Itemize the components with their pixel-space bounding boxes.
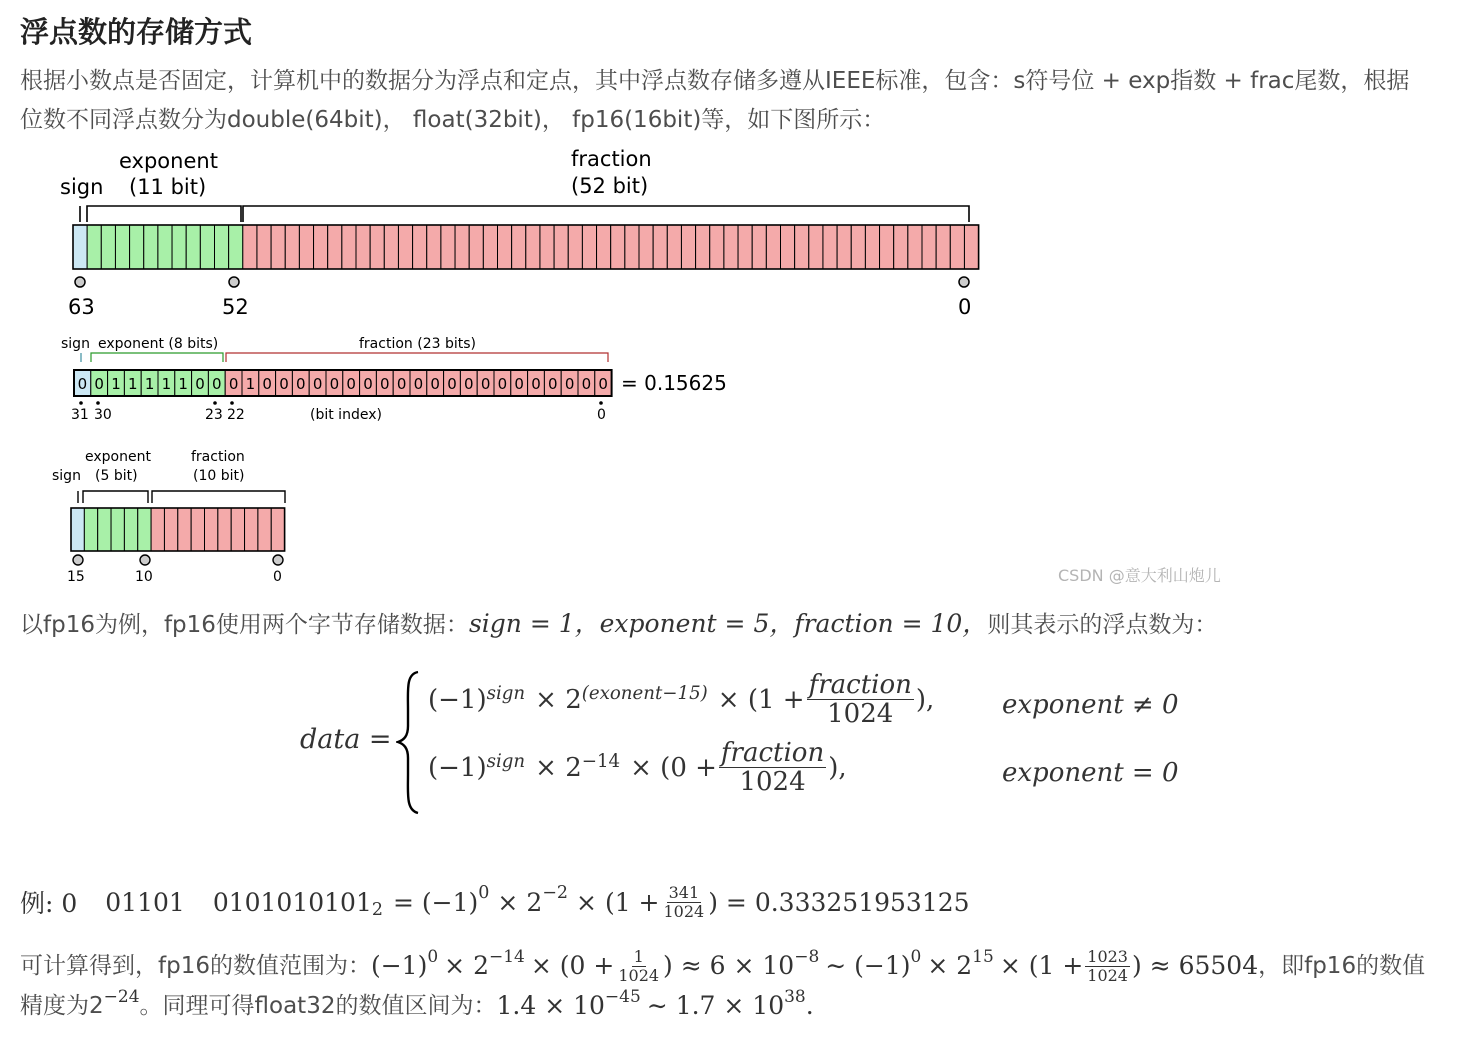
fraction-bit-cell <box>880 225 894 269</box>
fraction-bit-cell <box>271 508 284 551</box>
bit-value: 0 <box>329 375 340 393</box>
fraction-bit-cell <box>257 225 271 269</box>
d32-marker-30 <box>96 401 100 405</box>
fraction-bit-cell <box>455 225 469 269</box>
bit-value: 0 <box>312 375 323 393</box>
bit-value: 1 <box>245 375 256 393</box>
d64-exponent-bits: (11 bit) <box>129 175 207 199</box>
intro-paragraph <box>20 62 1409 140</box>
d32-marker-22 <box>230 401 234 405</box>
formula-case-1-condition: exponent ≠ 0 <box>1002 690 1179 720</box>
single-precision-diagram <box>55 330 735 425</box>
d32-index-23: 23 <box>205 407 223 423</box>
d16-index-15: 15 <box>67 569 85 585</box>
fraction-bit-cell <box>191 508 204 551</box>
intro-line-1: 根据小数点是否固定，计算机中的数据分为浮点和定点，其中浮点数存储多遵从IEEE标准，包含：s符号位 + exp指数 + frac尾数，根据 <box>20 68 1410 94</box>
bit-value: 1 <box>128 375 138 393</box>
bit-value: 1 <box>144 375 155 393</box>
fraction-bit-cell <box>851 225 865 269</box>
fraction-bit-cell <box>427 225 441 269</box>
d16-fraction-bits: (10 bit) <box>193 468 245 484</box>
bit-value: 1 <box>161 375 172 393</box>
d16-marker-0 <box>273 555 283 565</box>
sign-bit-cell <box>73 225 87 269</box>
bit-value: 0 <box>195 375 205 393</box>
range-paragraph <box>20 946 1425 1026</box>
piecewise-formula <box>300 668 1200 818</box>
d64-marker-63 <box>75 277 85 287</box>
fraction-bit-cell <box>908 225 922 269</box>
para2-math: sign = 1，exponent = 5，fraction = 10， <box>468 609 988 638</box>
example-fraction: $\frac{341}{1024}$ <box>663 882 705 921</box>
fraction-bit-cell <box>356 225 370 269</box>
fraction-bit-cell <box>218 508 231 551</box>
half-precision-diagram <box>45 445 305 587</box>
fraction-bit-cell <box>781 225 795 269</box>
d32-index-22: 22 <box>227 407 245 423</box>
fp16-example-paragraph <box>20 604 1217 645</box>
bit-value: 0 <box>262 375 272 393</box>
watermark: CSDN @意大利山炮儿 <box>1058 566 1221 585</box>
fraction-bit-cell <box>342 225 356 269</box>
bit-value: 0 <box>514 375 524 393</box>
fraction-bit-cell <box>245 508 258 551</box>
fraction-bit-cell <box>752 225 766 269</box>
fraction-bit-cell <box>271 225 285 269</box>
bit-value: 0 <box>564 375 575 393</box>
fraction-bit-cell <box>738 225 752 269</box>
bit-value: 0 <box>212 375 222 393</box>
d32-bit-cells <box>74 370 612 396</box>
bit-value: 0 <box>447 375 457 393</box>
fraction-bit-cell <box>231 508 244 551</box>
page-title: 浮点数的存储方式 <box>20 15 253 49</box>
exponent-bit-cell <box>172 225 186 269</box>
para2-prefix: 以fp16为例，fp16使用两个字节存储数据： <box>20 612 469 638</box>
fraction-bit-cell <box>498 225 512 269</box>
d64-sign-label: sign <box>60 175 104 199</box>
bit-value: 0 <box>77 375 88 393</box>
d16-exponent-bits: (5 bit) <box>95 468 138 484</box>
d64-index-0: 0 <box>958 295 972 319</box>
sign-bit-cell <box>71 508 84 551</box>
bit-value: 0 <box>380 375 390 393</box>
fraction-bit-cell <box>314 225 328 269</box>
fraction-bit-cell <box>526 225 540 269</box>
fraction-bit-cell <box>205 508 218 551</box>
fraction-bit-cell <box>328 225 342 269</box>
fraction-bit-cell <box>258 508 271 551</box>
range-fraction-2: $\frac{1023}{1024}$ <box>1087 946 1128 985</box>
exponent-bit-cell <box>124 508 137 551</box>
worked-example: 例: 0 01101 0101010101 $_2$ = (−1) $^0$ × 2 $^{-2}$ × (1 + $\frac{341}{1024}$ ) = 0.333251953125 <box>20 882 970 921</box>
d16-marker-15 <box>73 555 83 565</box>
exponent-bit-cell <box>84 508 97 551</box>
d32-sign-label: sign <box>61 336 90 352</box>
fraction-bit-cell <box>151 508 164 551</box>
d16-marker-10 <box>140 555 150 565</box>
fraction-bit-cell <box>441 225 455 269</box>
fraction-bit-cell <box>554 225 568 269</box>
exponent-bit-cell <box>138 508 151 551</box>
fraction-bit-cell <box>823 225 837 269</box>
formula-case-1: (−1) $^{sign}$ × 2 $^{(exonent-15)}$ × (1 + $\frac{\text{fraction}}{1024}$ ), <box>428 670 935 729</box>
fraction-bit-cell <box>164 508 177 551</box>
exponent-bit-cell <box>87 225 101 269</box>
exponent-bit-cell <box>115 225 129 269</box>
d64-brackets <box>80 206 969 222</box>
fraction-bit-cell <box>766 225 780 269</box>
bit-value: 0 <box>430 375 440 393</box>
range-fraction-1: $\frac{1}{1024}$ <box>618 946 660 985</box>
d32-value: = 0.15625 <box>621 371 727 395</box>
formula-brace <box>396 670 422 815</box>
fraction-bit-cell <box>936 225 950 269</box>
d64-bit-cells <box>73 225 979 269</box>
exponent-bit-cell <box>158 225 172 269</box>
range-line-1: 可计算得到，fp16的数值范围为： (−1) $^0$ × 2 $^{-14}$ × (0 + $\frac{1}{1024}$ ) ≈ 6 × 10 $^{-8}$ ∼ (−1) $^0$ × 2 $^{15}$ × (1 + $\frac{1023}{1024}$ ) ≈ 65504 ，即fp16的数值 <box>20 946 1426 985</box>
bit-value: 1 <box>178 375 188 393</box>
exponent-bit-cell <box>130 225 144 269</box>
fraction-bit-cell <box>483 225 497 269</box>
d32-marker-31 <box>79 401 83 405</box>
double-precision-diagram <box>55 140 985 325</box>
fraction-bit-cell <box>398 225 412 269</box>
fraction-bit-cell <box>512 225 526 269</box>
fraction-bit-cell <box>413 225 427 269</box>
d16-brackets <box>78 491 285 503</box>
fraction-bit-cell <box>611 225 625 269</box>
bit-value: 1 <box>111 375 121 393</box>
exponent-bit-cell <box>186 225 200 269</box>
bit-value: 0 <box>346 375 356 393</box>
fraction-bit-cell <box>795 225 809 269</box>
exponent-bit-cell <box>200 225 214 269</box>
formula-case-2-fraction: $\frac{\text{fraction}}{1024}$ <box>720 738 825 797</box>
fraction-bit-cell <box>469 225 483 269</box>
d16-index-0: 0 <box>273 569 282 585</box>
bit-value: 0 <box>581 375 592 393</box>
fraction-bit-cell <box>724 225 738 269</box>
intro-line-2: 位数不同浮点数分为double(64bit)， float(32bit)， fp16(16bit)等，如下图所示： <box>20 107 886 133</box>
fraction-bit-cell <box>667 225 681 269</box>
bit-value: 0 <box>396 375 407 393</box>
d64-index-63: 63 <box>68 295 95 319</box>
fraction-bit-cell <box>299 225 313 269</box>
fraction-bit-cell <box>540 225 554 269</box>
bit-value: 0 <box>94 375 104 393</box>
bit-value: 0 <box>598 375 608 393</box>
fraction-bit-cell <box>285 225 299 269</box>
d64-marker-52 <box>229 277 239 287</box>
exponent-bit-cell <box>229 225 243 269</box>
fraction-bit-cell <box>922 225 936 269</box>
exponent-bit-cell <box>101 225 115 269</box>
fraction-bit-cell <box>865 225 879 269</box>
d32-index-31: 31 <box>71 407 89 423</box>
range-line-2: 精度为2 $^{-24}$ 。同理可得float32的数值区间为： 1.4 × 10 $^{-45}$ ∼ 1.7 × 10 $^{38}$ . <box>20 987 814 1020</box>
bit-value: 0 <box>464 375 474 393</box>
exponent-bit-cell <box>144 225 158 269</box>
fraction-bit-cell <box>582 225 596 269</box>
exponent-bit-cell <box>98 508 111 551</box>
d32-marker-0 <box>599 401 603 405</box>
d64-fraction-label: fraction <box>571 147 652 171</box>
d16-bit-cells <box>71 508 285 551</box>
fraction-bit-cell <box>837 225 851 269</box>
fraction-bit-cell <box>696 225 710 269</box>
bit-value: 0 <box>296 375 306 393</box>
fraction-bit-cell <box>809 225 823 269</box>
fraction-bit-cell <box>653 225 667 269</box>
formula-lhs: data = <box>300 724 392 755</box>
d32-fraction-label: fraction (23 bits) <box>359 336 476 352</box>
d32-bit-index-label: (bit index) <box>310 407 382 423</box>
d32-exponent-bracket <box>91 353 223 362</box>
fraction-bit-cell <box>370 225 384 269</box>
d32-fraction-bracket <box>226 353 608 362</box>
fraction-bit-cell <box>710 225 724 269</box>
d32-marker-23 <box>213 401 217 405</box>
fraction-bit-cell <box>243 225 257 269</box>
bit-value: 0 <box>228 375 239 393</box>
bit-value: 0 <box>548 375 558 393</box>
formula-case-2: (−1) $^{sign}$ × 2 $^{-14}$ × (0 + $\frac{\text{fraction}}{1024}$ ), <box>428 738 847 797</box>
fraction-bit-cell <box>178 508 191 551</box>
fraction-bit-cell <box>681 225 695 269</box>
d32-index-30: 30 <box>94 407 112 423</box>
fraction-bit-cell <box>568 225 582 269</box>
exponent-bit-cell <box>215 225 229 269</box>
formula-case-2-condition: exponent = 0 <box>1002 758 1179 788</box>
para2-suffix: 则其表示的浮点数为： <box>987 612 1218 638</box>
bit-value: 0 <box>497 375 508 393</box>
fraction-bit-cell <box>950 225 964 269</box>
bit-value: 0 <box>413 375 424 393</box>
d32-index-0: 0 <box>597 407 606 423</box>
fraction-bit-cell <box>639 225 653 269</box>
bit-value: 0 <box>480 375 491 393</box>
fraction-bit-cell <box>894 225 908 269</box>
fraction-bit-cell <box>384 225 398 269</box>
d32-exponent-label: exponent (8 bits) <box>98 336 219 352</box>
fraction-bit-cell <box>625 225 639 269</box>
d16-exponent-label: exponent <box>85 449 151 465</box>
d16-index-10: 10 <box>135 569 153 585</box>
exponent-bit-cell <box>111 508 124 551</box>
fraction-bit-cell <box>964 225 978 269</box>
d16-sign-label: sign <box>52 468 81 484</box>
bit-value: 0 <box>531 375 541 393</box>
d64-exponent-label: exponent <box>119 149 218 173</box>
bit-value: 0 <box>363 375 373 393</box>
d16-fraction-label: fraction <box>191 449 245 465</box>
d64-marker-0 <box>959 277 969 287</box>
formula-case-1-fraction: $\frac{\text{fraction}}{1024}$ <box>808 670 912 729</box>
d64-fraction-bits: (52 bit) <box>571 174 649 198</box>
bit-value: 0 <box>279 375 289 393</box>
fraction-bit-cell <box>597 225 611 269</box>
d64-index-52: 52 <box>222 295 249 319</box>
